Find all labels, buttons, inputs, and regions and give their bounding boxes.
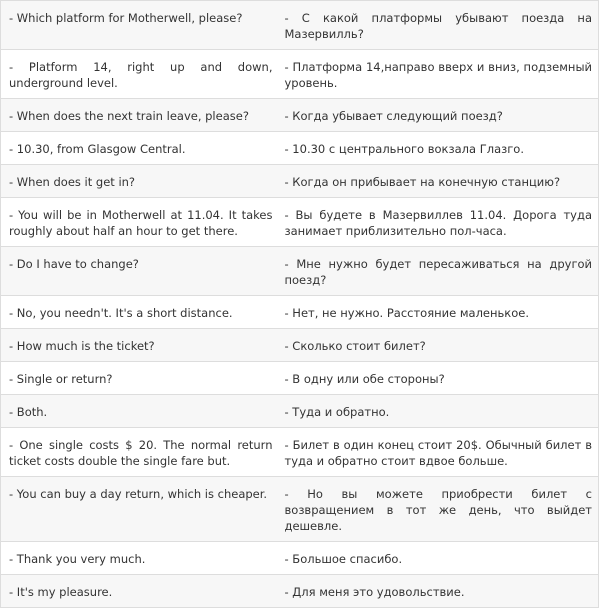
russian-cell: - 10.30 с центрального вокзала Глазго. (284, 142, 524, 156)
russian-cell: - Большое спасибо. (284, 552, 403, 566)
english-cell: - 10.30, from Glasgow Central. (9, 142, 186, 156)
russian-cell: - В одну или обе стороны? (284, 372, 445, 386)
russian-cell: - Билет в один конец стоит 20$. Обычный билет в туда и обратно стоит вдвое больше. (284, 438, 592, 468)
table-row (1, 575, 599, 608)
russian-cell: - Когда он прибывает на конечную станцию? (284, 175, 561, 189)
table-row (1, 362, 599, 395)
table-row (1, 296, 599, 329)
table-row (1, 1, 599, 50)
table-row (1, 428, 599, 477)
table-row (1, 395, 599, 428)
english-cell: - Do I have to change? (9, 257, 139, 271)
dialogue-table-body (1, 1, 599, 608)
english-cell: - Platform 14, right up and down, underground level. (9, 60, 273, 90)
english-cell: - No, you needn't. It's a short distance. (9, 306, 233, 320)
english-cell: - Thank you very much. (9, 552, 146, 566)
english-cell: - One single costs $ 20. The normal return ticket costs double the single fare but. (9, 438, 273, 468)
table-row (1, 542, 599, 575)
russian-cell: - Туда и обратно. (284, 405, 390, 419)
russian-cell: - Вы будете в Мазервиллев 11.04. Дорога туда занимает приблизительно пол-часа. (284, 208, 592, 238)
table-row (1, 329, 599, 362)
russian-cell: - Мне нужно будет пересаживаться на другой поезд? (284, 257, 592, 287)
table-row (1, 132, 599, 165)
russian-cell: - Когда убывает следующий поезд? (284, 109, 503, 123)
russian-cell: - С какой платформы убывают поезда на Мазервилль? (284, 11, 592, 41)
table-row (1, 99, 599, 132)
english-cell: - Both. (9, 405, 48, 419)
russian-cell: - Сколько стоит билет? (284, 339, 426, 353)
english-cell: - How much is the ticket? (9, 339, 155, 353)
russian-cell: - Но вы можете приобрести билет с возвращением в тот же день, что выйдет дешевле. (284, 487, 592, 533)
english-cell: - When does the next train leave, please? (9, 109, 249, 123)
table-row (1, 165, 599, 198)
english-cell: - You can buy a day return, which is cheaper. (9, 487, 268, 501)
english-cell: - It's my pleasure. (9, 585, 113, 599)
english-cell: - You will be in Motherwell at 11.04. It takes roughly about half an hour to get there. (9, 208, 273, 238)
table-row (1, 247, 599, 296)
russian-cell: - Для меня это удовольствие. (284, 585, 465, 599)
russian-cell: - Платформа 14,направо вверх и вниз, подземный уровень. (284, 60, 592, 90)
table-row (1, 477, 599, 542)
english-cell: - When does it get in? (9, 175, 136, 189)
english-cell: - Single or return? (9, 372, 113, 386)
russian-cell: - Нет, не нужно. Расстояние маленькое. (284, 306, 529, 320)
table-row (1, 198, 599, 247)
english-cell: - Which platform for Motherwell, please? (9, 11, 243, 25)
table-row (1, 50, 599, 99)
